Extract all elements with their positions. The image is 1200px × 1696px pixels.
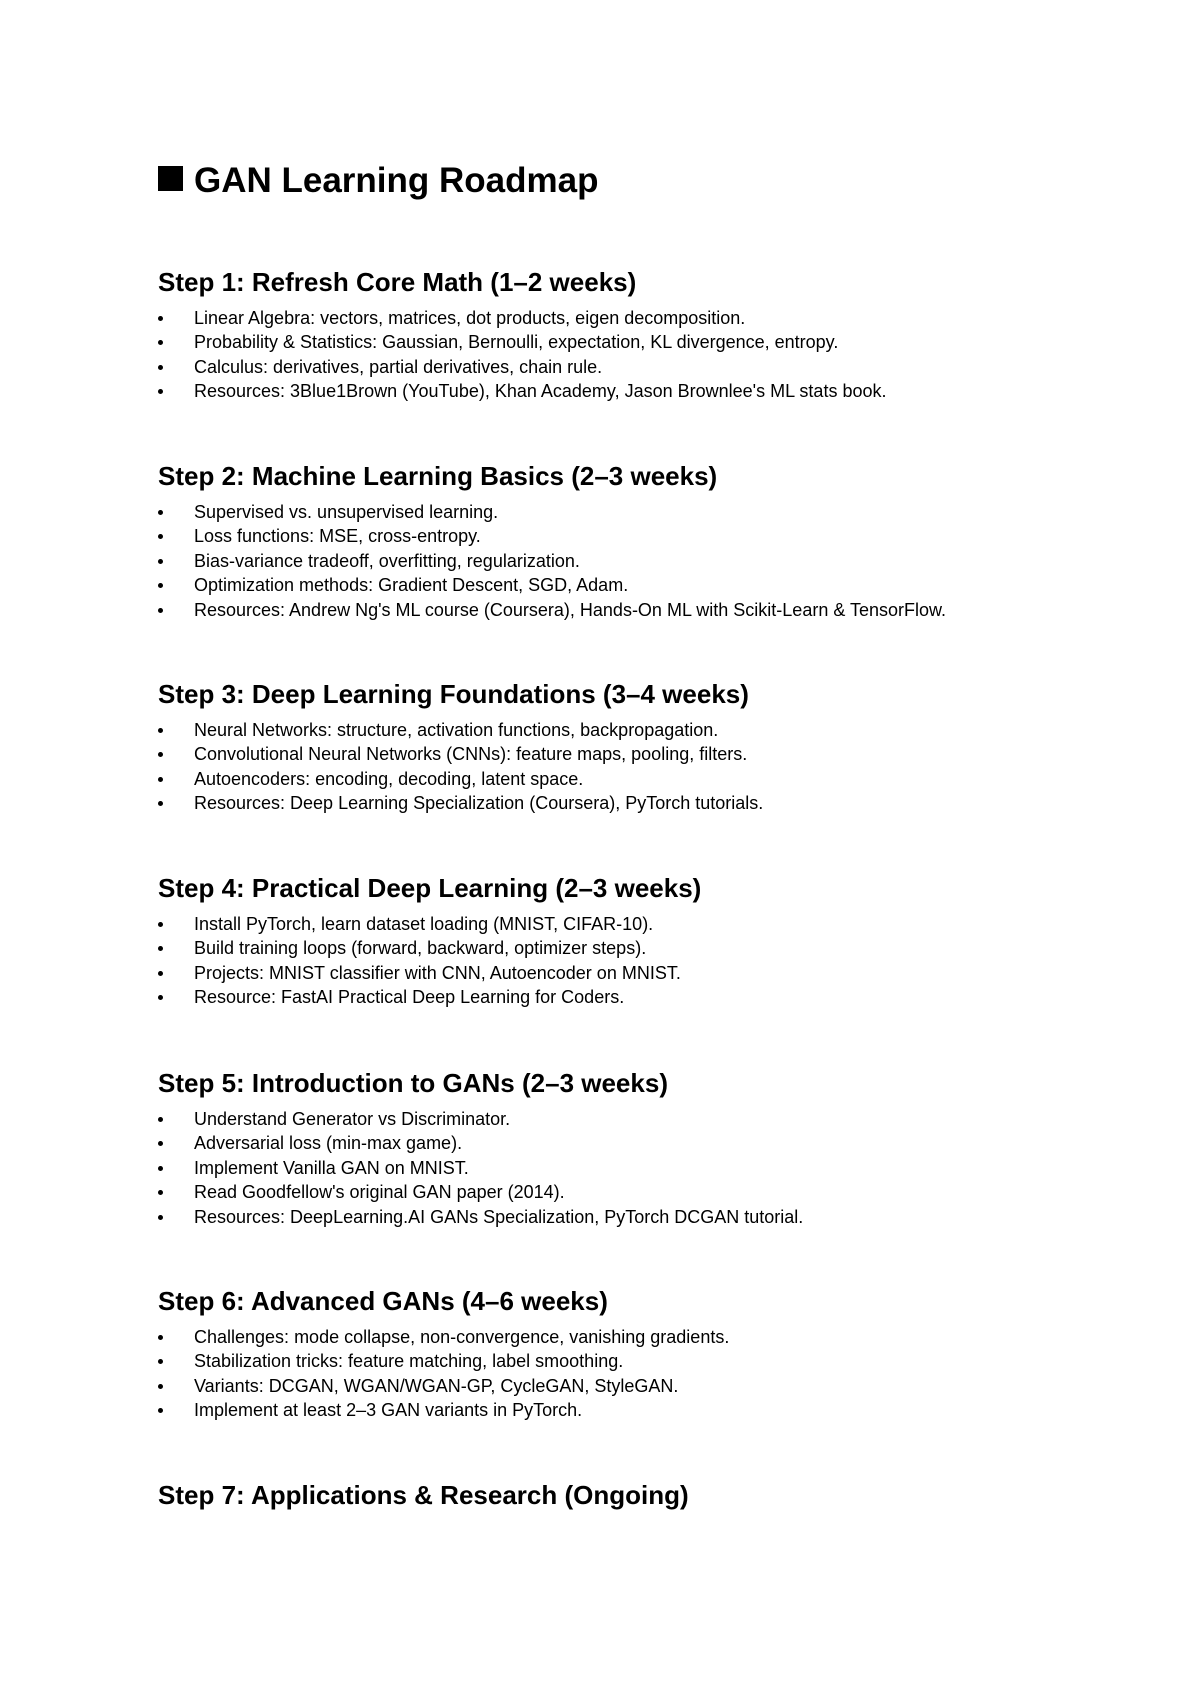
list-item (158, 791, 1098, 815)
list-item-text: Convolutional Neural Networks (CNNs): feature maps, pooling, filters. (194, 744, 748, 765)
section-step-5 (158, 1067, 1098, 1229)
bullet-icon (158, 1384, 163, 1389)
bullet-list (158, 1107, 1098, 1229)
list-item (158, 1398, 1098, 1422)
list-item-text: Resources: Deep Learning Specialization (Coursera), PyTorch tutorials. (194, 793, 764, 814)
list-item-text: Read Goodfellow's original GAN paper (2014). (194, 1182, 565, 1203)
list-item (158, 985, 1098, 1009)
section-step-3 (158, 678, 1098, 816)
list-item (158, 500, 1098, 524)
list-item (158, 767, 1098, 791)
bullet-list (158, 500, 1098, 622)
list-item (158, 912, 1098, 936)
list-item (158, 1131, 1098, 1155)
list-item (158, 355, 1098, 379)
section-heading: Step 3: Deep Learning Foundations (3–4 weeks) (158, 679, 749, 709)
bullet-icon (158, 1359, 163, 1364)
bullet-icon (158, 365, 163, 370)
list-item (158, 598, 1098, 622)
bullet-icon (158, 971, 163, 976)
section-step-1 (158, 266, 1098, 404)
list-item-text: Challenges: mode collapse, non-convergence, vanishing gradients. (194, 1327, 730, 1347)
list-item (158, 961, 1098, 985)
list-item (158, 1349, 1098, 1373)
list-item (158, 379, 1098, 403)
bullet-icon (158, 534, 163, 539)
list-item-text: Autoencoders: encoding, decoding, latent space. (194, 768, 584, 789)
bullet-icon (158, 995, 163, 1000)
list-item (158, 330, 1098, 354)
bullet-icon (158, 316, 163, 321)
list-item-text: Understand Generator vs Discriminator. (194, 1109, 511, 1129)
bullet-list (158, 718, 1098, 816)
list-item (158, 1107, 1098, 1131)
list-item-text: Optimization methods: Gradient Descent, SGD, Adam. (194, 575, 629, 596)
bullet-icon (158, 1117, 163, 1122)
list-item (158, 306, 1098, 330)
document-title-text: GAN Learning Roadmap (194, 161, 599, 200)
list-item-text: Stabilization tricks: feature matching, label smoothing. (194, 1351, 624, 1372)
list-item-text: Neural Networks: structure, activation functions, backpropagation. (194, 720, 719, 740)
bullet-icon (158, 608, 163, 613)
bullet-list (158, 306, 1098, 404)
bullet-icon (158, 777, 163, 782)
bullet-icon (158, 946, 163, 951)
bullet-icon (158, 922, 163, 927)
bullet-icon (158, 1408, 163, 1413)
list-item (158, 936, 1098, 960)
list-item (158, 1205, 1098, 1229)
section-heading: Step 5: Introduction to GANs (2–3 weeks) (158, 1068, 668, 1098)
list-item-text: Resources: Andrew Ng's ML course (Coursera), Hands-On ML with Scikit-Learn & TensorFlow. (194, 599, 947, 620)
list-item-text: Linear Algebra: vectors, matrices, dot products, eigen decomposition. (194, 308, 746, 328)
list-item-text: Adversarial loss (min-max game). (194, 1133, 463, 1154)
section-step-7 (158, 1479, 1098, 1511)
list-item-text: Resources: DeepLearning.AI GANs Specialization, PyTorch DCGAN tutorial. (194, 1206, 804, 1227)
list-item-text: Build training loops (forward, backward, optimizer steps). (194, 938, 647, 959)
bullet-icon (158, 1166, 163, 1171)
list-item-text: Supervised vs. unsupervised learning. (194, 502, 499, 522)
list-item-text: Calculus: derivatives, partial derivatives, chain rule. (194, 356, 603, 377)
list-item-text: Implement at least 2–3 GAN variants in PyTorch. (194, 1400, 583, 1421)
bullet-icon (158, 728, 163, 733)
list-item (158, 718, 1098, 742)
list-item-text: Resource: FastAI Practical Deep Learning for Coders. (194, 987, 625, 1008)
bullet-icon (158, 1141, 163, 1146)
list-item (158, 1180, 1098, 1204)
list-item (158, 1374, 1098, 1398)
bullet-icon (158, 801, 163, 806)
section-step-2 (158, 460, 1098, 622)
list-item (158, 524, 1098, 548)
list-item-text: Resources: 3Blue1Brown (YouTube), Khan Academy, Jason Brownlee's ML stats book. (194, 381, 887, 402)
bullet-icon (158, 1335, 163, 1340)
list-item (158, 1156, 1098, 1180)
list-item-text: Implement Vanilla GAN on MNIST. (194, 1157, 469, 1178)
bullet-icon (158, 1190, 163, 1195)
section-heading: Step 2: Machine Learning Basics (2–3 weeks) (158, 461, 718, 491)
document-title (158, 160, 598, 202)
black-square-icon (158, 166, 183, 191)
bullet-icon (158, 510, 163, 515)
bullet-list (158, 1325, 1098, 1423)
bullet-icon (158, 752, 163, 757)
bullet-icon (158, 559, 163, 564)
list-item (158, 1325, 1098, 1349)
bullet-icon (158, 389, 163, 394)
bullet-list (158, 912, 1098, 1010)
section-heading: Step 4: Practical Deep Learning (2–3 weeks) (158, 873, 702, 903)
list-item (158, 549, 1098, 573)
section-heading: Step 1: Refresh Core Math (1–2 weeks) (158, 267, 637, 297)
section-step-4 (158, 872, 1098, 1010)
list-item-text: Projects: MNIST classifier with CNN, Autoencoder on MNIST. (194, 962, 681, 983)
bullet-icon (158, 340, 163, 345)
bullet-icon (158, 1215, 163, 1220)
bullet-icon (158, 583, 163, 588)
list-item-text: Bias-variance tradeoff, overfitting, regularization. (194, 550, 580, 571)
section-heading: Step 6: Advanced GANs (4–6 weeks) (158, 1286, 608, 1316)
list-item (158, 573, 1098, 597)
section-heading: Step 7: Applications & Research (Ongoing) (158, 1480, 689, 1510)
list-item-text: Install PyTorch, learn dataset loading (MNIST, CIFAR-10). (194, 914, 654, 934)
list-item-text: Probability & Statistics: Gaussian, Bernoulli, expectation, KL divergence, entropy. (194, 332, 839, 353)
list-item (158, 742, 1098, 766)
section-step-6 (158, 1285, 1098, 1423)
list-item-text: Loss functions: MSE, cross-entropy. (194, 526, 481, 547)
list-item-text: Variants: DCGAN, WGAN/WGAN-GP, CycleGAN, StyleGAN. (194, 1375, 679, 1396)
